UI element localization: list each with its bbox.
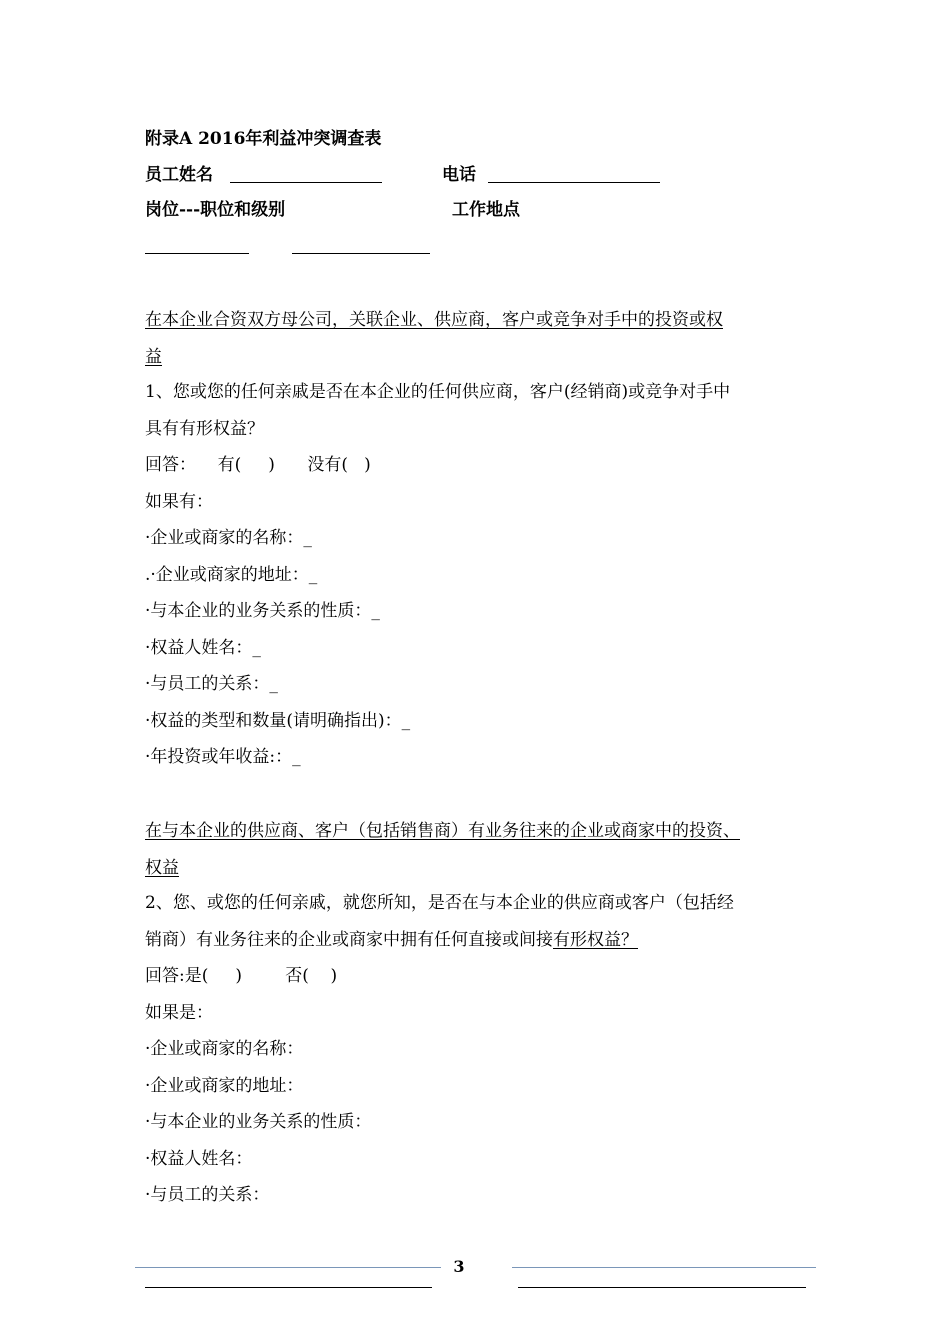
phone-label: 电话: [442, 165, 476, 185]
location-blank[interactable]: [292, 253, 430, 254]
s2-item-company-address: ·企业或商家的地址：: [145, 1076, 304, 1096]
location-label: 工作地点: [452, 200, 520, 220]
question2-line2-underlined: 有形权益？: [553, 930, 638, 950]
s1-item-relationship: ·与员工的关系：_: [145, 674, 278, 694]
s2-item-holder-name: ·权益人姓名：: [145, 1149, 253, 1169]
footer-rule-right-bottom: [518, 1287, 806, 1288]
section2-heading-line1: 在与本企业的供应商、客户（包括销售商）有业务往来的企业或商家中的投资、: [145, 821, 740, 841]
s1-item-business-nature: ·与本企业的业务关系的性质：_: [145, 601, 380, 621]
appendix-title: 附录A 2016年利益冲突调查表: [145, 129, 382, 149]
question2-line2: [145, 929, 638, 951]
s1-item-annual-income: ·年投资或年收益:：_: [145, 747, 301, 767]
question2-line1: 2、您、或您的任何亲戚，就您所知，是否在与本企业的供应商或客户（包括经: [145, 893, 734, 913]
question2-line2-text: 销商）有业务往来的企业或商家中拥有任何直接或间接: [145, 930, 553, 950]
position-blank[interactable]: [145, 253, 249, 254]
s2-item-relationship: ·与员工的关系：: [145, 1185, 270, 1205]
answer2: 回答:是( ) 否( ): [145, 966, 338, 986]
section1-heading-line1: 在本企业合资双方母公司，关联企业、供应商，客户或竞争对手中的投资或权: [145, 310, 723, 330]
s1-item-company-address: .·企业或商家的地址：_: [145, 565, 318, 585]
phone-blank[interactable]: [488, 182, 660, 183]
page-number: 3: [453, 1257, 465, 1276]
section2-heading-line2: 权益: [145, 858, 179, 878]
s2-item-company-name: ·企业或商家的名称：: [145, 1039, 304, 1059]
if-yes-label: 如果有：: [145, 492, 213, 512]
name-blank[interactable]: [230, 182, 382, 183]
position-label: 岗位---职位和级别: [145, 200, 286, 220]
s1-item-interest-type: ·权益的类型和数量(请明确指出)：_: [145, 711, 411, 731]
question1-line2: 具有有形权益？: [145, 419, 264, 439]
s1-item-holder-name: ·权益人姓名：_: [145, 638, 261, 658]
footer-rule-left-bottom: [145, 1287, 432, 1288]
if-yes-label-2: 如果是：: [145, 1003, 213, 1023]
s2-item-business-nature: ·与本企业的业务关系的性质：: [145, 1112, 372, 1132]
name-label: 员工姓名: [145, 165, 213, 185]
footer-rule-left-top: [135, 1267, 441, 1268]
answer1: 回答： 有( ) 没有( ): [145, 455, 371, 475]
question1-line1: 1、您或您的任何亲戚是否在本企业的任何供应商，客户(经销商)或竞争对手中: [145, 382, 731, 402]
section1-heading-line2: 益: [145, 347, 162, 367]
s1-item-company-name: ·企业或商家的名称：_: [145, 528, 312, 548]
footer-rule-right-top: [512, 1267, 816, 1268]
